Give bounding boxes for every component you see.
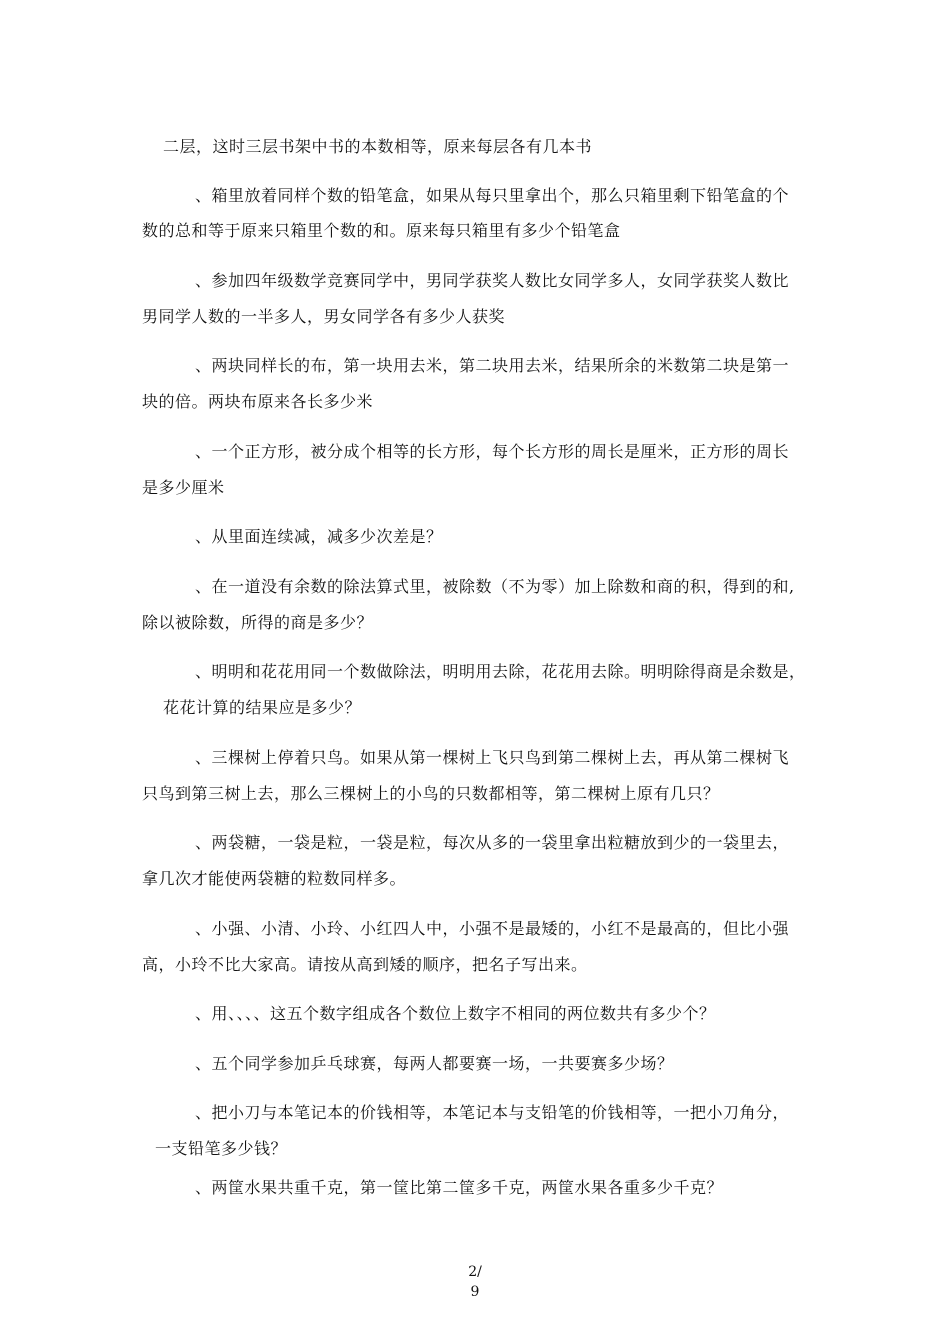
- text-line: 、用、、、、这五个数字组成各个数位上数字不相同的两位数共有多少个？: [195, 1004, 716, 1023]
- text-line: 除以被除数，所得的商是多少？: [142, 613, 374, 632]
- text-line: 、两块同样长的布，第一块用去米，第二块用去米，结果所余的米数第二块是第一: [195, 356, 790, 375]
- text-line: 、一个正方形，被分成个相等的长方形，每个长方形的周长是厘米，正方形的周长: [195, 442, 790, 461]
- text-line: 、参加四年级数学竞赛同学中，男同学获奖人数比女同学多人，女同学获奖人数比: [195, 271, 790, 290]
- text-line: 只鸟到第三树上去，那么三棵树上的小鸟的只数都相等，第二棵树上原有几只？: [142, 784, 720, 803]
- text-line: 、在一道没有余数的除法算式里，被除数（不为零）加上除数和商的积，得到的和,: [195, 577, 795, 596]
- text-line: 、两袋糖，一袋是粒，一袋是粒，每次从多的一袋里拿出粒糖放到少的一袋里去，: [195, 833, 790, 852]
- text-line: 数的总和等于原来只箱里个数的和。原来每只箱里有多少个铅笔盒: [142, 221, 621, 240]
- text-line: 、把小刀与本笔记本的价钱相等，本笔记本与支铅笔的价钱相等，一把小刀角分，: [195, 1103, 790, 1122]
- text-line: 二层，这时三层书架中书的本数相等，原来每层各有几本书: [163, 137, 593, 156]
- text-line: 高，小玲不比大家高。请按从高到矮的顺序，把名子写出来。: [142, 955, 588, 974]
- text-line: 、三棵树上停着只鸟。如果从第一棵树上飞只鸟到第二棵树上去，再从第二棵树飞: [195, 748, 790, 767]
- text-line: 拿几次才能使两袋糖的粒数同样多。: [142, 869, 407, 888]
- text-line: 、小强、小清、小玲、小红四人中，小强不是最矮的，小红不是最高的，但比小强: [195, 919, 790, 938]
- text-line: 、箱里放着同样个数的铅笔盒，如果从每只里拿出个，那么只箱里剩下铅笔盒的个: [195, 186, 790, 205]
- text-line: 男同学人数的一半多人，男女同学各有多少人获奖: [142, 307, 506, 326]
- text-line: 、五个同学参加乒乓球赛，每两人都要赛一场，一共要赛多少场？: [195, 1054, 674, 1073]
- text-line: 是多少厘米: [142, 478, 225, 497]
- text-line: 块的倍。两块布原来各长多少米: [142, 392, 374, 411]
- page-number-total: 9: [470, 1284, 480, 1300]
- page-number-current: 2/: [468, 1264, 482, 1280]
- text-line: 、明明和花花用同一个数做除法，明明用去除，花花用去除。明明除得商是余数是，: [195, 662, 806, 681]
- text-line: 一支铅笔多少钱？: [155, 1139, 288, 1158]
- text-line: 、从里面连续减，减多少次差是？: [195, 527, 443, 546]
- text-line: 、两筐水果共重千克，第一筐比第二筐多千克，两筐水果各重多少千克？: [195, 1178, 724, 1197]
- text-line: 花花计算的结果应是多少？: [163, 698, 362, 717]
